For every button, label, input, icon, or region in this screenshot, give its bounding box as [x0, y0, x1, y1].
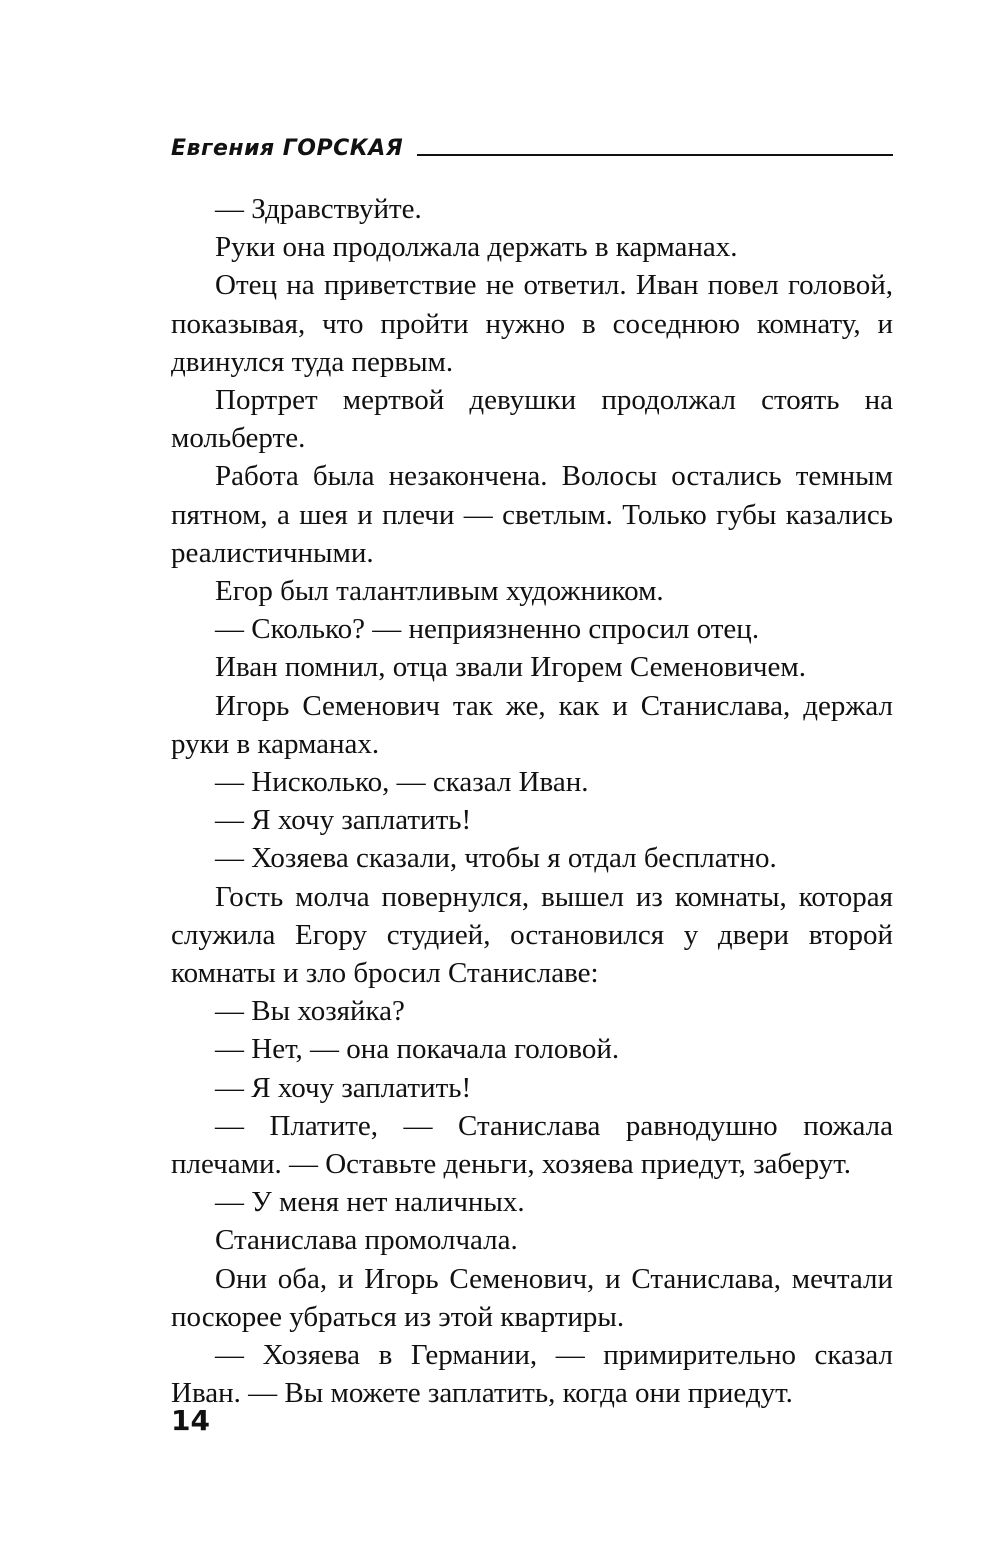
paragraph: Игорь Семенович так же, как и Станислава, держал руки в карманах. — [171, 689, 893, 760]
running-header — [171, 132, 893, 162]
paragraph: — Я хочу заплатить! — [215, 1071, 472, 1104]
paragraph: Они оба, и Игорь Семенович, и Станислава, мечтали поскорее убраться из этой квартиры. — [171, 1262, 893, 1333]
paragraph: Егор был талантливым художником. — [215, 575, 664, 608]
paragraph: — Здравствуйте. — [215, 193, 422, 225]
paragraph: Иван помнил, отца звали Игорем Семеновичем. — [215, 651, 806, 684]
paragraph: — Хозяева сказали, чтобы я отдал бесплатно. — [215, 842, 777, 875]
page-number: 14 — [171, 1404, 210, 1437]
paragraph: — У меня нет наличных. — [215, 1186, 525, 1219]
paragraph: — Платите, — Станислава равнодушно пожала плечами. — Оставьте деньги, хозяева приедут, заберут. — [171, 1109, 893, 1181]
paragraph: Гость молча повернулся, вышел из комнаты, которая служила Егору студией, остановился у двери второй комнаты и зло бросил Станиславе: — [171, 880, 893, 990]
header-rule — [417, 154, 893, 156]
paragraph: — Хозяева в Германии, — примирительно сказал Иван. — Вы можете заплатить, когда они приедут. — [171, 1339, 893, 1410]
paragraph: — Нисколько, — сказал Иван. — [215, 766, 589, 799]
paragraph: Отец на приветствие не ответил. Иван повел головой, показывая, что пройти нужно в соседнюю комнату, и двинулся туда первым. — [171, 269, 893, 378]
paragraph: — Вы хозяйка? — [215, 995, 405, 1028]
paragraph: — Я хочу заплатить! — [215, 804, 472, 837]
paragraph: Станислава промолчала. — [215, 1224, 518, 1257]
paragraph: Руки она продолжала держать в карманах. — [215, 231, 738, 264]
paragraph: — Нет, — она покачала головой. — [215, 1033, 620, 1066]
paragraph: Портрет мертвой девушки продолжал стоять на мольберте. — [171, 384, 893, 455]
paragraph: Работа была незакончена. Волосы остались темным пятном, а шея и плечи — светлым. Только губы казались реалистичными. — [171, 460, 893, 569]
header-author: Евгения ГОРСКАЯ — [171, 136, 404, 161]
paragraph: — Сколько? — неприязненно спросил отец. — [215, 613, 760, 646]
body-text — [171, 190, 893, 1413]
